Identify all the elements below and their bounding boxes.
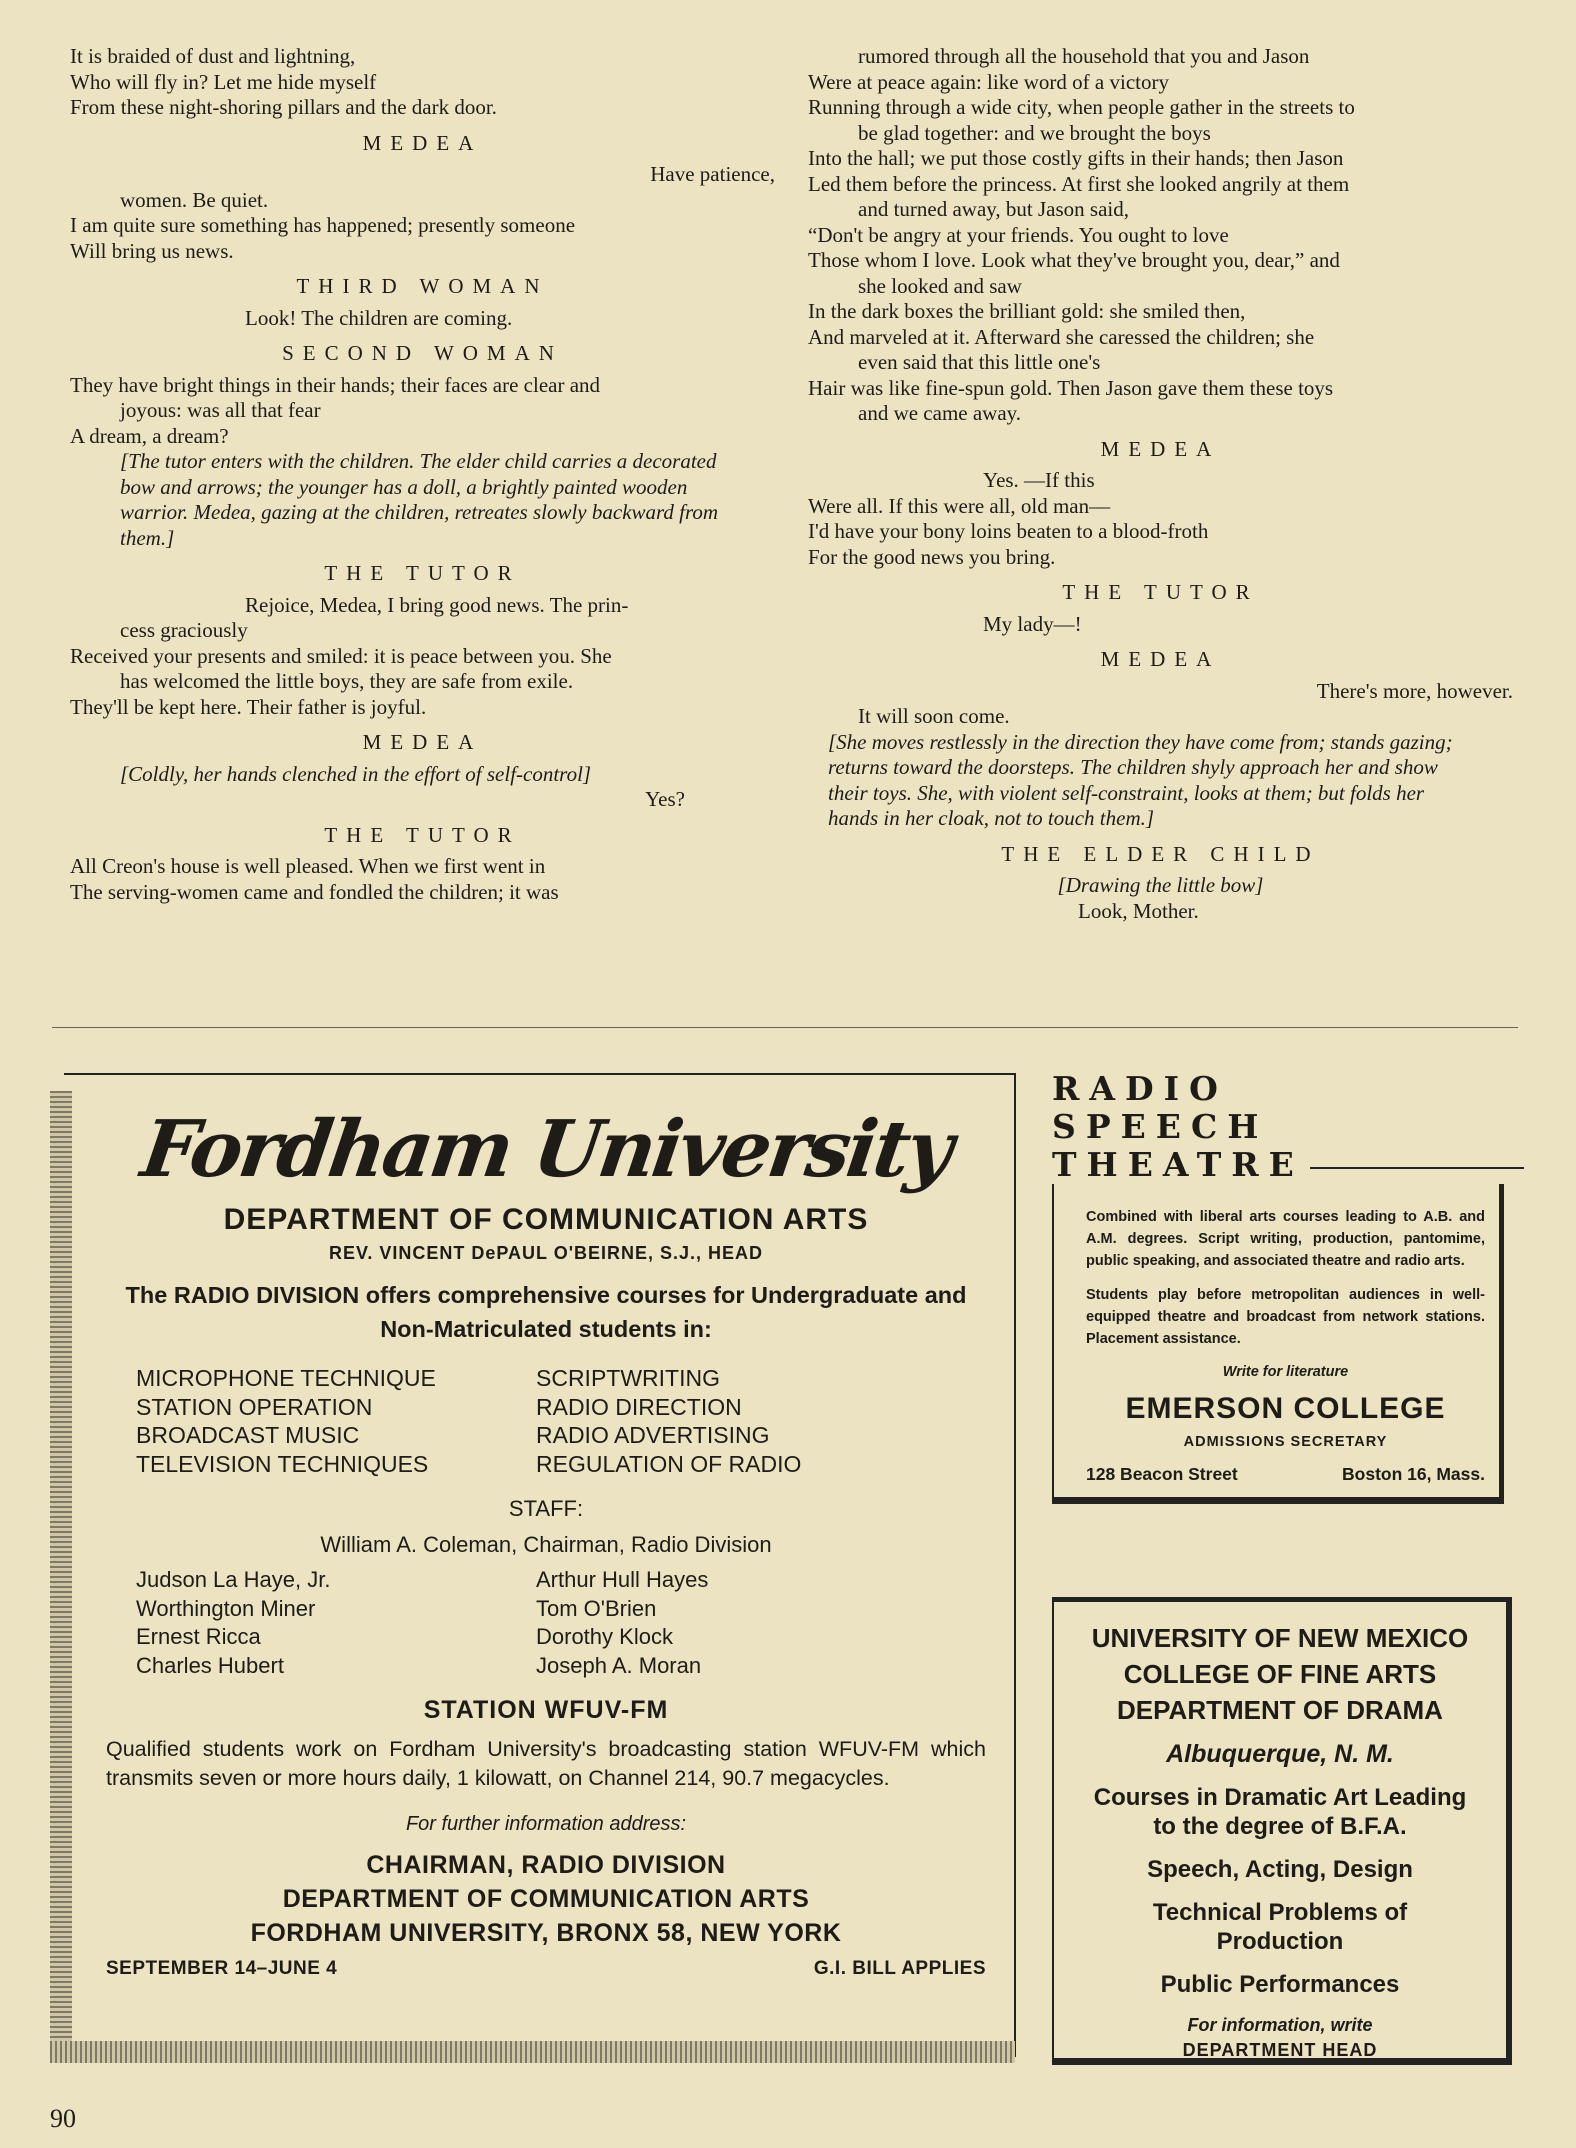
fordham-logo: Fordham University [136,1104,956,1195]
street-address: 128 Beacon Street [1086,1464,1238,1484]
address-line: FORDHAM UNIVERSITY, BRONX 58, NEW YORK [250,1919,842,1947]
admissions-secretary: ADMISSIONS SECRETARY [1183,1434,1388,1450]
verse-line: They'll be kept here. Their father is joyful. [70,694,427,719]
write-for-literature: Write for literature [1222,1364,1349,1380]
verse-line: In the dark boxes the brilliant gold: she smiled then, [808,299,1246,323]
ad-title-theatre-row [1052,1146,1524,1184]
verse-line-indented: Look, Mother. [1078,898,1199,923]
course-item: SCRIPTWRITING [536,1365,720,1391]
stage-direction: [The tutor enters with the children. The elder child carries a decorated bow and arrows; the younger has a doll, a brightly painted wooden warrior. Medea, gazing at the children, retreates slowly backward from them.] [120,449,719,550]
station-heading: STATION WFUV-FM [423,1696,669,1724]
staff-member: Arthur Hull Hayes [536,1567,709,1592]
verse-line: From these night-shoring pillars and the dark door. [70,95,497,119]
course-item: REGULATION OF RADIO [536,1450,802,1477]
city-address: Boston 16, Mass. [1342,1464,1485,1484]
speaker-name: THIRD WOMAN [296,274,549,298]
college-name: COLLEGE OF FINE ARTS [1123,1659,1437,1689]
verse-line-indented: Rejoice, Medea, I bring good news. The prin- [245,592,629,617]
contact-address [106,1848,986,1950]
staff-member: Worthington Miner [136,1595,316,1621]
speaker-name: THE TUTOR [1062,580,1259,604]
verse-line: They have bright things in their hands; their faces are clear and [70,372,601,397]
address-line: CHAIRMAN, RADIO DIVISION [366,1851,726,1879]
emerson-description: Combined with liberal arts courses leading to A.B. and A.M. degrees. Script writing, production, pantomime, public speaking, and associated theatre and radio arts. [1086,1209,1485,1269]
section-divider [52,1027,1518,1028]
technical-problems: Technical Problems of Production [1152,1899,1408,1955]
verse-line: Hair was like fine-spun gold. Then Jason gave them these toys [808,375,1334,400]
verse-continuation: be glad together: and we brought the boys [858,120,1211,145]
verse-line-right: There's more, however. [1316,678,1513,703]
verse-continuation: and turned away, but Jason said, [858,197,1129,221]
verse-line: I am quite sure something has happened; presently someone [70,213,576,237]
verse-line-right: Have patience, [650,162,775,186]
title-rule [1310,1167,1524,1169]
emerson-address [1086,1464,1485,1485]
verse-continuation: cess graciously [120,618,248,642]
emerson-box [1052,1184,1504,1504]
course-item: STATION OPERATION [136,1393,373,1420]
verse-line: Were at peace again: like word of a victory [808,69,1169,94]
staff-member: Ernest Ricca [136,1624,261,1649]
course-item: MICROPHONE TECHNIQUE [136,1365,436,1391]
verse-continuation: even said that this little one's [858,350,1101,374]
verse-line: I'd have your bony loins beaten to a blood-froth [808,519,1209,543]
course-item: TELEVISION TECHNIQUES [136,1450,429,1477]
address-line: DEPARTMENT OF COMMUNICATION ARTS [282,1885,810,1913]
staff-member: Joseph A. Moran [536,1652,702,1678]
emerson-advertisement [1052,1070,1524,1504]
verse-line: Who will fly in? Let me hide myself [70,69,377,94]
verse-continuation: she looked and saw [858,273,1022,298]
speaker-name: MEDEA [1100,647,1221,671]
speaker-name: SECOND WOMAN [282,341,563,365]
verse-line: Led them before the princess. At first she looked angrily at them [808,171,1350,196]
verse-line: All Creon's house is well pleased. When we first went in [70,854,546,878]
course-item: BROADCAST MUSIC [136,1422,360,1448]
verse-line: Into the hall; we put those costly gifts in their hands; then Jason [808,146,1344,170]
info-label: For information, write [1187,2015,1373,2035]
verse-line-indented: My lady—! [983,611,1082,636]
verse-continuation: has welcomed the little boys, they are safe from exile. [120,669,574,693]
unm-box [1052,1597,1512,2065]
ad-title-radio: RADIO [1052,1069,1228,1108]
verse-line: Will bring us news. [70,238,234,263]
department-name: DEPARTMENT OF DRAMA [1117,1695,1443,1725]
verse-line: And marveled at it. Afterward she caressed the children; she [808,324,1315,349]
course-item: RADIO DIRECTION [536,1393,742,1420]
course-item: RADIO ADVERTISING [536,1422,770,1448]
staff-member: Tom O'Brien [536,1595,657,1621]
college-name: EMERSON COLLEGE [1125,1392,1446,1425]
staff-member: Charles Hubert [136,1652,284,1678]
location: Albuquerque, N. M. [1166,1740,1394,1768]
fordham-advertisement [50,1073,1018,2063]
staff-member: Dorothy Klock [536,1624,673,1649]
verse-line: Running through a wide city, when people gather in the streets to [808,95,1355,119]
verse-continuation: rumored through all the household that you and Jason [858,44,1310,68]
verse-line-indented: Look! The children are coming. [245,305,513,330]
ad-title-theatre: THEATRE [1052,1145,1304,1184]
university-name: UNIVERSITY OF NEW MEXICO [1091,1623,1469,1653]
emerson-students: Students play before metropolitan audiences in well-equipped theatre and broadcast from network stations. Placement assistance. [1086,1287,1485,1347]
speaker-name: MEDEA [362,730,483,754]
verse-line: It is braided of dust and lightning, [70,44,356,68]
verse-continuation: women. Be quiet. [120,187,269,212]
stage-direction: [Drawing the little bow] [1057,873,1264,897]
verse-line-right: Yes? [645,787,685,811]
ad-title-speech: SPEECH [1052,1107,1269,1146]
further-info-label: For further information address: [405,1813,687,1835]
stage-direction: [She moves restlessly in the direction they have come from; stands gazing; returns toward the doorsteps. The children shyly approach her and show their toys. She, with violent self-constraint, looks at them; but folds her hands in her cloak, not to touch them.] [828,729,1453,830]
verse-line: Those whom I love. Look what they've brought you, dear,” and [808,248,1340,272]
station-description: Qualified students work on Fordham University's broadcasting station WFUV-FM which transmits seven or more hours daily, 1 kilowatt, on Channel 214, 90.7 megacycles. [106,1737,986,1790]
course-list [136,1364,986,1478]
department-title: DEPARTMENT OF COMMUNICATION ARTS [223,1203,869,1236]
speaker-name: MEDEA [1100,436,1221,461]
staff-heading: STAFF: [508,1496,584,1521]
gi-bill-note: G.I. BILL APPLIES [813,1958,986,1979]
verse-line: The serving-women came and fondled the children; it was [70,879,559,904]
verse-continuation: and we came away. [858,401,1022,425]
speech-acting-design: Speech, Acting, Design [1147,1856,1413,1883]
ad-footer [106,1958,986,1980]
verse-line: Received your presents and smiled: it is peace between you. She [70,643,612,668]
verse-continuation: joyous: was all that fear [120,398,321,422]
verse-continuation: It will soon come. [858,704,1010,728]
verse-line: A dream, a dream? [70,423,229,448]
speaker-name: THE TUTOR [324,561,521,585]
degree-courses: Courses in Dramatic Art Leading to the degree of B.F.A. [1093,1784,1467,1840]
speaker-name: MEDEA [362,130,483,155]
verse-line: “Don't be angry at your friends. You ought to love [808,222,1229,247]
play-text-right-column [808,44,1513,924]
page-number: 90 [50,2104,76,2133]
staff-list [136,1566,986,1680]
verse-line: For the good news you bring. [808,544,1056,569]
term-dates: SEPTEMBER 14–JUNE 4 [106,1958,338,1979]
unm-advertisement [1052,1597,1518,2077]
staff-chairman: William A. Coleman, Chairman, Radio Division [320,1532,772,1557]
hatch-border-bottom [50,2041,1015,2063]
play-text-left-column [70,44,775,905]
department-head: DEPARTMENT HEAD [1182,2040,1378,2060]
public-performances: Public Performances [1160,1971,1400,1998]
speaker-name: THE ELDER CHILD [1001,841,1320,866]
stage-direction: [Coldly, her hands clenched in the effort of self-control] [120,761,592,786]
staff-member: Judson La Haye, Jr. [136,1567,331,1592]
verse-line: Were all. If this were all, old man— [808,493,1111,518]
radio-division-offer: The RADIO DIVISION offers comprehensive courses for Undergraduate and Non-Matriculated students in: [125,1282,967,1342]
speaker-name: THE TUTOR [324,822,521,847]
department-head: REV. VINCENT DePAUL O'BEIRNE, S.J., HEAD [328,1243,764,1263]
verse-line-indented: Yes. —If this [983,468,1095,492]
